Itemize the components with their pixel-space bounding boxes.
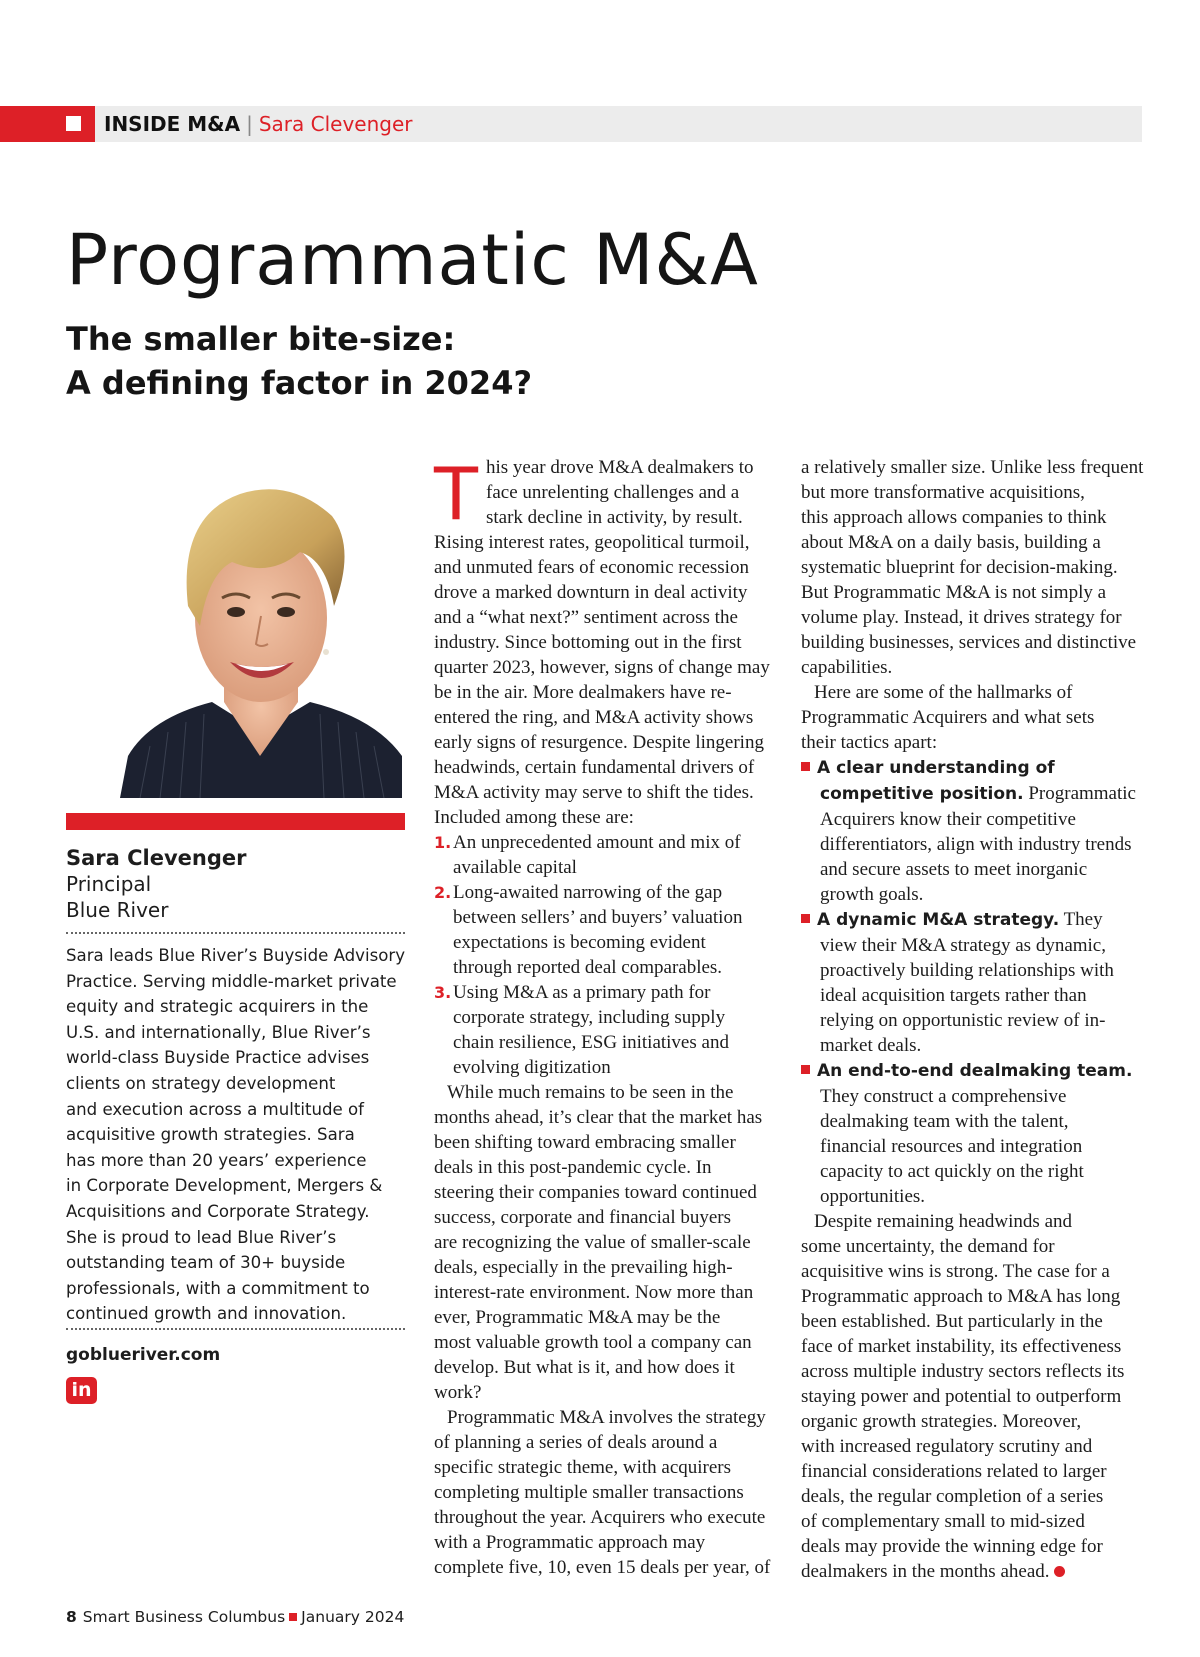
bio-line: professionals, with a commitment to bbox=[66, 1278, 370, 1298]
text-line: of planning a series of deals around a bbox=[434, 1432, 718, 1453]
text-line: entered the ring, and M&A activity shows bbox=[434, 707, 754, 728]
list-item bbox=[434, 880, 774, 905]
text-line: M&A activity may serve to shift the tides. bbox=[434, 782, 754, 803]
text-line: dealmaking team with the talent, bbox=[820, 1111, 1069, 1132]
text-line: acquisitive wins is strong. The case for a bbox=[801, 1261, 1110, 1282]
text-line: work? bbox=[434, 1382, 482, 1403]
bio-description bbox=[66, 943, 408, 1327]
text-line: are recognizing the value of smaller-scale bbox=[434, 1232, 751, 1253]
bullet-item bbox=[801, 1058, 1146, 1084]
bio-line: Acquisitions and Corporate Strategy. bbox=[66, 1201, 370, 1221]
text-line: Programmatic Acquirers and what sets bbox=[801, 707, 1095, 728]
bio-line: clients on strategy development bbox=[66, 1073, 336, 1093]
text-line: through reported deal comparables. bbox=[453, 957, 723, 978]
header-square-icon bbox=[66, 116, 81, 131]
text-line: financial considerations related to larger bbox=[801, 1461, 1107, 1482]
bio-line: acquisitive growth strategies. Sara bbox=[66, 1125, 355, 1145]
bio-line: has more than 20 years’ experience bbox=[66, 1150, 367, 1170]
text-line: financial resources and integration bbox=[820, 1136, 1083, 1157]
footer-square-icon bbox=[289, 1613, 297, 1621]
text-line: early signs of resurgence. Despite lingering bbox=[434, 732, 764, 753]
text-line: some uncertainty, the demand for bbox=[801, 1236, 1055, 1257]
subtitle-line: The smaller bite-size: bbox=[66, 320, 456, 358]
final-line-text: dealmakers in the months ahead. bbox=[801, 1561, 1050, 1582]
text-line: quarter 2023, however, signs of change may bbox=[434, 657, 770, 678]
text-line: deals may provide the winning edge for bbox=[801, 1536, 1103, 1557]
text-line: industry. Since bottoming out in the first bbox=[434, 632, 742, 653]
bio-name: Sara Clevenger bbox=[66, 846, 247, 870]
list-item bbox=[434, 830, 774, 855]
text-line: about M&A on a daily basis, building a bbox=[801, 532, 1101, 553]
bullet-square-icon bbox=[801, 1065, 810, 1074]
bio-line: and execution across a multitude of bbox=[66, 1099, 364, 1119]
text-line: face of market instability, its effectiveness bbox=[801, 1336, 1122, 1357]
article-column-1 bbox=[434, 452, 774, 1580]
article-title: Programmatic M&A bbox=[66, 219, 759, 301]
text-line: his year drove M&A dealmakers to bbox=[486, 457, 754, 478]
bio-accent-bar bbox=[66, 813, 405, 830]
text-line: They construct a comprehensive bbox=[820, 1086, 1067, 1107]
text-line: complete five, 10, even 15 deals per year, of bbox=[434, 1557, 771, 1578]
issue-date: January 2024 bbox=[301, 1608, 405, 1626]
author-name: Sara Clevenger bbox=[258, 112, 413, 136]
bullet-text: They bbox=[1059, 909, 1103, 930]
bullet-heading: A clear understanding of bbox=[817, 758, 1055, 778]
section-header-band bbox=[0, 106, 1142, 142]
bio-company: Blue River bbox=[66, 898, 169, 922]
text-line: relying on opportunistic review of in- bbox=[820, 1010, 1106, 1031]
bio-line: Practice. Serving middle-market private bbox=[66, 971, 397, 991]
text-line: interest-rate environment. Now more than bbox=[434, 1282, 754, 1303]
text-line: staying power and potential to outperform bbox=[801, 1386, 1122, 1407]
section-label bbox=[104, 112, 412, 136]
text-line: across multiple industry sectors reflects its bbox=[801, 1361, 1125, 1382]
list-number: 2. bbox=[434, 883, 452, 902]
text-line: months ahead, it’s clear that the market has bbox=[434, 1107, 763, 1128]
text-line: headwinds, certain fundamental drivers of bbox=[434, 757, 755, 778]
section-name: INSIDE M&A bbox=[104, 112, 241, 136]
text-line: view their M&A strategy as dynamic, bbox=[820, 935, 1106, 956]
subtitle-line: A defining factor in 2024? bbox=[66, 364, 533, 402]
bullet-heading: An end-to-end dealmaking team. bbox=[817, 1061, 1133, 1081]
text-line: been established. But particularly in the bbox=[801, 1311, 1103, 1332]
text-line: stark decline in activity, by result. bbox=[486, 507, 743, 528]
text-line: steering their companies toward continued bbox=[434, 1182, 757, 1203]
text-line: volume play. Instead, it drives strategy for bbox=[801, 607, 1122, 628]
bio-divider-top bbox=[66, 932, 405, 934]
bio-line: in Corporate Development, Mergers & bbox=[66, 1176, 383, 1196]
text-line: ever, Programmatic M&A may be the bbox=[434, 1307, 721, 1328]
page-footer bbox=[66, 1607, 404, 1627]
bio-line: equity and strategic acquirers in the bbox=[66, 997, 369, 1017]
text-line: While much remains to be seen in the bbox=[447, 1082, 734, 1103]
text-line: Acquirers know their competitive bbox=[820, 809, 1076, 830]
article-subtitle bbox=[66, 317, 532, 405]
text-line: building businesses, services and distinctive bbox=[801, 632, 1137, 653]
text-line: between sellers’ and buyers’ valuation bbox=[453, 907, 743, 928]
text-line: Rising interest rates, geopolitical turmoil, bbox=[434, 532, 750, 553]
text-line: deals in this post-pandemic cycle. In bbox=[434, 1157, 712, 1178]
text-line: success, corporate and financial buyers bbox=[434, 1207, 732, 1228]
text-line: evolving digitization bbox=[453, 1057, 611, 1078]
text-line: market deals. bbox=[820, 1035, 922, 1056]
text-line: their tactics apart: bbox=[801, 732, 938, 753]
text-line: capabilities. bbox=[801, 657, 893, 678]
text-line: deals, the regular completion of a series bbox=[801, 1486, 1104, 1507]
bio-line: world-class Buyside Practice advises bbox=[66, 1048, 370, 1068]
text-line: with increased regulatory scrutiny and bbox=[801, 1436, 1093, 1457]
author-photo bbox=[120, 456, 402, 798]
text-line: organic growth strategies. Moreover, bbox=[801, 1411, 1082, 1432]
list-text: Using M&A as a primary path for bbox=[453, 982, 711, 1003]
publication-name: Smart Business Columbus bbox=[82, 1608, 286, 1626]
page-number: 8 bbox=[66, 1608, 77, 1626]
text-line: opportunities. bbox=[820, 1186, 926, 1207]
bullet-square-icon bbox=[801, 762, 810, 771]
bullet-item bbox=[801, 755, 1146, 781]
text-line: and unmuted fears of economic recession bbox=[434, 557, 749, 578]
text-line: Programmatic approach to M&A has long bbox=[801, 1286, 1121, 1307]
text-line: with a Programmatic approach may bbox=[434, 1532, 706, 1553]
text-line: a relatively smaller size. Unlike less frequent bbox=[801, 457, 1144, 478]
bio-line: continued growth and innovation. bbox=[66, 1304, 347, 1324]
text-line: of complementary small to mid-sized bbox=[801, 1511, 1085, 1532]
text-line bbox=[801, 1559, 1146, 1584]
text-line: Despite remaining headwinds and bbox=[814, 1211, 1073, 1232]
bio-line: Sara leads Blue River’s Buyside Advisory bbox=[66, 946, 406, 965]
text-line: Here are some of the hallmarks of bbox=[814, 682, 1073, 703]
list-text: Long-awaited narrowing of the gap bbox=[453, 882, 723, 903]
text-line: completing multiple smaller transactions bbox=[434, 1482, 744, 1503]
text-line: expectations is becoming evident bbox=[453, 932, 706, 953]
text-line: corporate strategy, including supply bbox=[453, 1007, 726, 1028]
end-mark-icon bbox=[1054, 1566, 1065, 1577]
linkedin-icon[interactable]: in bbox=[66, 1377, 97, 1404]
bullet-heading: A dynamic M&A strategy. bbox=[817, 910, 1060, 930]
text-line: drove a marked downturn in deal activity bbox=[434, 582, 748, 603]
text-line: growth goals. bbox=[820, 884, 924, 905]
bio-role: Principal bbox=[66, 872, 152, 896]
header-accent-block bbox=[0, 106, 95, 142]
list-item bbox=[434, 980, 774, 1005]
text-line: most valuable growth tool a company can bbox=[434, 1332, 752, 1353]
bio-divider-bottom bbox=[66, 1328, 405, 1330]
text-line: throughout the year. Acquirers who execute bbox=[434, 1507, 766, 1528]
text-line: face unrelenting challenges and a bbox=[486, 482, 740, 503]
text-line: But Programmatic M&A is not simply a bbox=[801, 582, 1107, 603]
text-line: deals, especially in the prevailing high- bbox=[434, 1257, 733, 1278]
text-line: available capital bbox=[453, 857, 577, 878]
text-line: and secure assets to meet inorganic bbox=[820, 859, 1088, 880]
list-text: An unprecedented amount and mix of bbox=[453, 832, 741, 853]
text-line: this approach allows companies to think bbox=[801, 507, 1107, 528]
bio-line: U.S. and internationally, Blue River’s bbox=[66, 1022, 371, 1042]
text-line: chain resilience, ESG initiatives and bbox=[453, 1032, 729, 1053]
text-line: Included among these are: bbox=[434, 807, 634, 828]
text-line: proactively building relationships with bbox=[820, 960, 1114, 981]
text-line: develop. But what is it, and how does it bbox=[434, 1357, 735, 1378]
drop-cap: T bbox=[434, 452, 478, 536]
section-divider: | bbox=[246, 112, 253, 136]
text-line: capacity to act quickly on the right bbox=[820, 1161, 1084, 1182]
bullet-heading: competitive position. bbox=[820, 784, 1024, 804]
list-number: 1. bbox=[434, 833, 452, 852]
bullet-item bbox=[801, 907, 1146, 933]
website-link[interactable]: goblueriver.com bbox=[66, 1345, 221, 1365]
bio-line: She is proud to lead Blue River’s bbox=[66, 1227, 337, 1247]
bullet-text: Programmatic bbox=[1023, 783, 1136, 804]
text-line: Programmatic M&A involves the strategy bbox=[447, 1407, 766, 1428]
text-line: been shifting toward embracing smaller bbox=[434, 1132, 736, 1153]
text-line: but more transformative acquisitions, bbox=[801, 482, 1085, 503]
bullet-square-icon bbox=[801, 914, 810, 923]
text-line bbox=[801, 781, 1146, 807]
text-line: systematic blueprint for decision-making. bbox=[801, 557, 1118, 578]
text-line: ideal acquisition targets rather than bbox=[820, 985, 1087, 1006]
text-line: specific strategic theme, with acquirers bbox=[434, 1457, 732, 1478]
list-number: 3. bbox=[434, 983, 452, 1002]
text-line: be in the air. More dealmakers have re- bbox=[434, 682, 732, 703]
article-column-2 bbox=[801, 455, 1146, 1584]
bio-line: outstanding team of 30+ buyside bbox=[66, 1253, 346, 1273]
text-line: differentiators, align with industry trends bbox=[820, 834, 1132, 855]
text-line: and a “what next?” sentiment across the bbox=[434, 607, 738, 628]
